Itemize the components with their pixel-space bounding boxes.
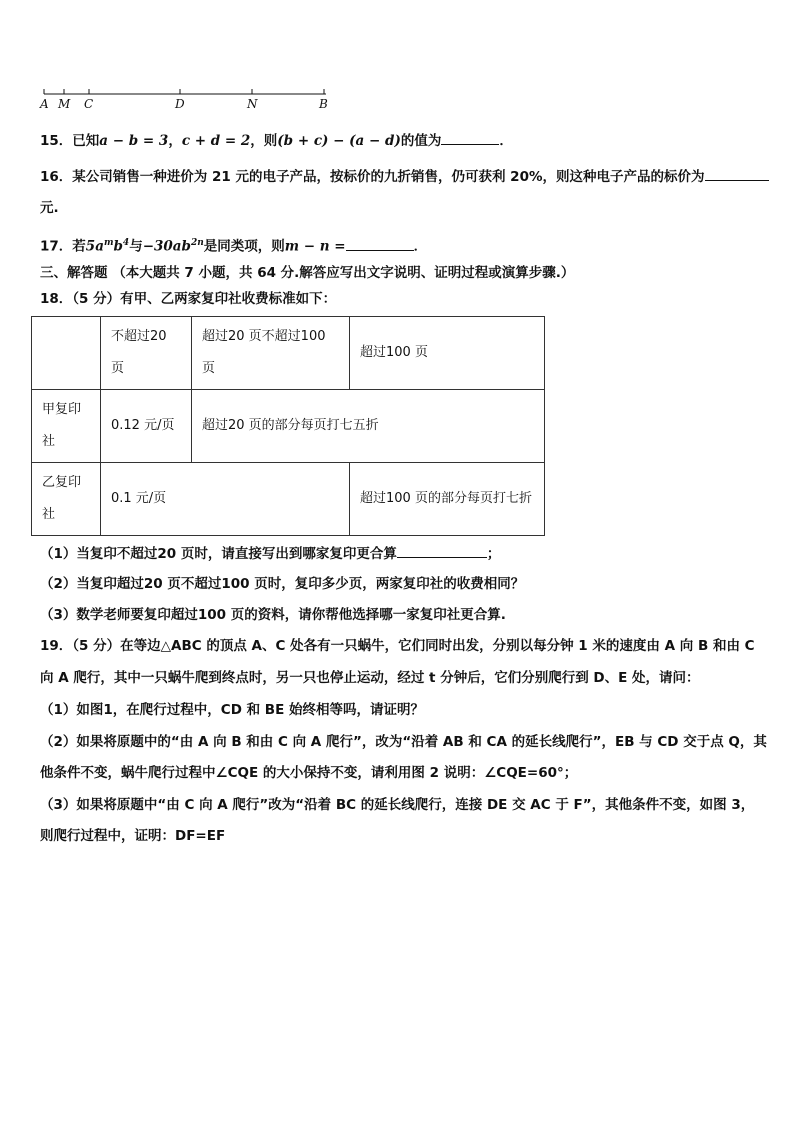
q17-term2-exp: 2n (190, 238, 204, 248)
q17-end: ． (413, 238, 428, 255)
q17-expr: m − n = (284, 238, 346, 255)
q16-answer-blank[interactable] (705, 167, 769, 181)
q18-part-2: （2）当复印超过20 页不超过100 页时，复印多少页，两家复印社的收费相同？ (40, 576, 525, 592)
q15-sep: ， (168, 133, 182, 149)
q16-line2: 元. (40, 200, 59, 216)
q15-expr3: (b + c) − (a − d) (277, 133, 401, 149)
q19-part-2-line-2: 他条件不变，蜗牛爬行过程中∠CQE 的大小保持不变，请利用图 2 说明：∠CQE=60°； (40, 765, 578, 781)
label-b: B (319, 97, 328, 111)
q17-term1-exp: m (103, 238, 114, 248)
table-cell: 乙复印社 (32, 463, 101, 536)
number-line-figure (38, 86, 338, 112)
q17-term2: −30ab (142, 238, 191, 255)
q19-part-3-line-2: 则爬行过程中，证明：DF=EF (40, 828, 226, 844)
q15-expr2: c + d = 2 (181, 133, 251, 149)
q19-line-1: 19．（5 分）在等边△ABC 的顶点 A、C 处各有一只蜗牛，它们同时出发，分别以每分钟 1 米的速度由 A 向 B 和由 C (40, 638, 755, 654)
q15-suffix: 的值为 (400, 133, 442, 149)
q17-and: 与 (129, 238, 143, 255)
q17-prefix: 17．若 (40, 238, 86, 255)
fee-table (31, 316, 545, 536)
table-cell: 超过20 页的部分每页打七五折 (192, 390, 545, 463)
q18-part-3: （3）数学老师要复印超过100 页的资料，请你帮他选择哪一家复印社更合算. (40, 607, 506, 623)
q17-term1-b: b (113, 238, 123, 255)
q15-mid: ，则 (250, 133, 278, 149)
q18-p1-end: ； (486, 546, 501, 562)
q15-end: ． (499, 133, 513, 149)
section-3-heading: 三、解答题 （本大题共 7 小题，共 64 分.解答应写出文字说明、证明过程或演算步骤.） (40, 265, 575, 281)
q15-expr1: a − b = 3 (99, 133, 169, 149)
question-16 (40, 167, 769, 186)
q15-answer-blank[interactable] (441, 131, 499, 145)
q16-line1: 16．某公司销售一种进价为 21 元的电子产品，按标价的九折销售，仍可获利 20%，则这种电子产品的标价为 (40, 169, 705, 185)
label-n: N (247, 97, 258, 111)
q19-part-1: （1）如图1，在爬行过程中，CD 和 BE 始终相等吗，请证明？ (40, 702, 425, 718)
label-c: C (84, 97, 94, 111)
q17-mid: 是同类项，则 (203, 238, 285, 255)
q19-part-3-line-1: （3）如果将原题中“由 C 向 A 爬行”改为“沿着 BC 的延长线爬行，连接 DE 交 AC 于 F”，其他条件不变，如图 3， (40, 797, 755, 813)
table-row (32, 463, 545, 536)
q18-answer-blank[interactable] (397, 544, 487, 558)
table-cell: 0.1 元/页 (101, 463, 350, 536)
table-cell-empty (32, 317, 101, 390)
q19-line-2: 向 A 爬行，其中一只蜗牛爬到终点时，另一只也停止运动，经过 t 分钟后，它们分别爬行到 D、E 处，请问： (40, 670, 700, 686)
table-header-cell: 不超过20 页 (101, 317, 192, 390)
table-row (32, 390, 545, 463)
table-header-cell: 超过100 页 (350, 317, 545, 390)
label-d: D (175, 97, 185, 111)
question-18-title: 18．（5 分）有甲、乙两家复印社收费标准如下： (40, 291, 337, 307)
q18-part-1 (40, 544, 500, 563)
table-cell: 0.12 元/页 (101, 390, 192, 463)
table-cell: 甲复印社 (32, 390, 101, 463)
q15-prefix: 15．已知 (40, 133, 100, 149)
label-m: M (58, 97, 71, 111)
table-cell: 超过100 页的部分每页打七折 (350, 463, 545, 536)
question-16-cont (40, 199, 59, 217)
question-17 (40, 234, 427, 256)
question-15 (40, 131, 513, 150)
label-a: A (40, 97, 49, 111)
q17-term1: 5a (85, 238, 104, 255)
q19-part-2-line-1: （2）如果将原题中的“由 A 向 B 和由 C 向 A 爬行”，改为“沿着 AB 和 CA 的延长线爬行”，EB 与 CD 交于点 Q，其 (40, 734, 767, 750)
q18-p1-text: （1）当复印不超过20 页时，请直接写出到哪家复印更合算 (40, 546, 397, 562)
q17-term1-b-exp: 4 (122, 238, 130, 248)
table-header-cell: 超过20 页不超过100 页 (192, 317, 350, 390)
q17-answer-blank[interactable] (346, 237, 414, 251)
table-row (32, 317, 545, 390)
